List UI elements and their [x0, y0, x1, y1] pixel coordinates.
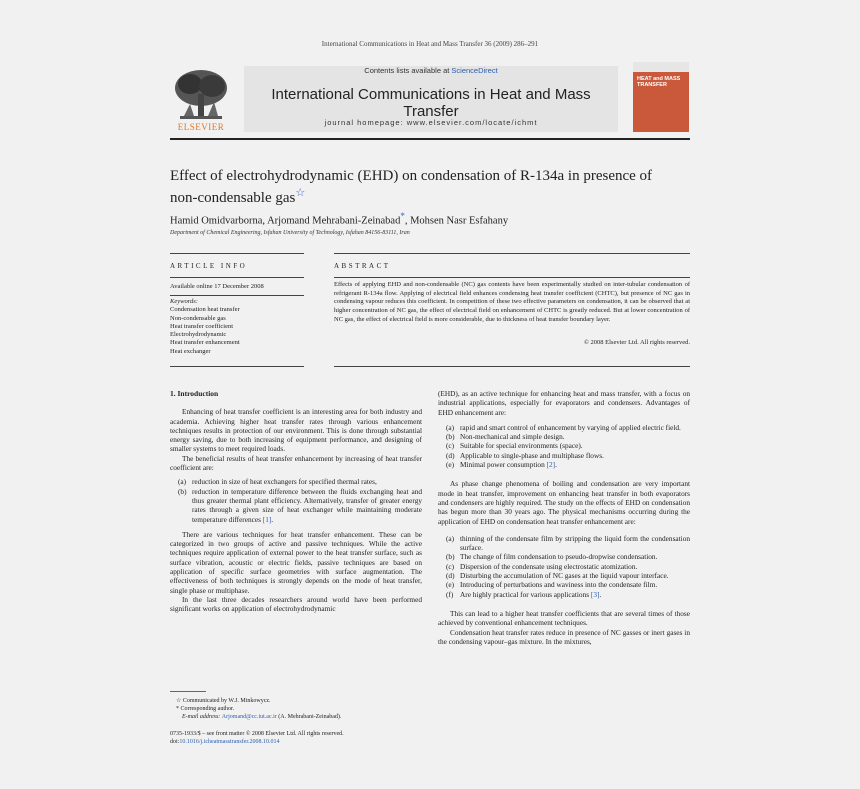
article-info-top-rule — [170, 253, 304, 254]
right-paragraph-4: Condensation heat transfer rates reduce in presence of NC gasses or inert gases in the condensing vapour–gas mixture. In the mixtures, — [438, 627, 690, 646]
right-column — [438, 389, 690, 646]
abstract-rule — [334, 277, 690, 278]
list-label: (b) — [446, 432, 455, 442]
list-label: (c) — [446, 441, 455, 451]
list-label: (a) — [178, 477, 187, 487]
list-text: Suitable for special environments (space). — [460, 441, 583, 451]
doi-label: doi: — [170, 739, 180, 745]
running-head: International Communications in Heat and Mass Transfer 36 (2009) 286–291 — [321, 40, 539, 48]
intro-paragraph-4: In the last three decades researchers around world have been performed significant works on application of electrohydrodynamic — [170, 594, 422, 614]
journal-cover-image — [633, 62, 689, 132]
footnote-rule — [170, 691, 206, 692]
intro-paragraph-1: Enhancing of heat transfer coefficient is an interesting area for both industry and academia. Achieving higher heat transfer rates through various enhancement techniques results in protection of our environment. This is done through substantial energy saving, due to both increasing of equipment performance, and designing of smaller systems to meet required loads. — [170, 407, 422, 454]
list-text: reduction in temperature difference between the fluids exchanging heat and thus greater thermal plant efficiency. Alternatively, transfer of greater energy rates through a given size of heat exchanger while maintaining moderate temperature differences — [192, 486, 422, 524]
masthead-rule — [170, 138, 690, 140]
list-label: (e) — [446, 460, 455, 470]
ehd-mechanisms-list — [438, 534, 690, 599]
list-text: reduction in size of heat exchangers for specified thermal rates, — [192, 477, 377, 487]
list-item — [170, 487, 422, 524]
doi-link[interactable]: 10.1016/j.icheatmasstransfer.2008.10.014 — [179, 739, 280, 745]
keyword-item: Non-condensable gas — [170, 314, 226, 322]
list-tail: . — [599, 589, 602, 599]
list-label: (b) — [446, 552, 455, 562]
authors-main: Hamid Omidvarborna, Arjomand Mehrabani-Zeinabad — [170, 215, 401, 227]
sciencedirect-link[interactable]: ScienceDirect — [451, 66, 498, 75]
list-text: Disturbing the accumulation of NC gases at the liquid vapour interface. — [460, 571, 669, 581]
intro-paragraph-2: The beneficial results of heat transfer enhancement by increasing of heat transfer coefficient are: — [170, 453, 422, 473]
reference-link[interactable]: [2] — [546, 460, 556, 470]
list-text: Dispersion of the condensate using electrostatic atomization. — [460, 561, 638, 571]
abstract-heading: ABSTRACT — [334, 262, 391, 270]
list-text: Minimal power consumption — [460, 460, 547, 470]
keyword-item: Electrohydrodynamic — [170, 331, 227, 339]
list-text: rapid and smart control of enhancement by varying of applied electric field. — [460, 422, 681, 432]
author-last: , Mohsen Nasr Esfahany — [404, 215, 509, 227]
list-label: (c) — [446, 561, 455, 571]
right-paragraph-1: (EHD), as an active technique for enhancing heat and mass transfer, with a focus on industrial applications, especially for evaporators and condensers. Advantages of EHD enhancement are: — [438, 389, 690, 417]
journal-title: International Communications in Heat and Mass Transfer — [271, 86, 591, 120]
footnote-email — [170, 713, 422, 721]
list-item — [438, 441, 690, 450]
right-paragraph-3: This can lead to a higher heat transfer coefficients that are several times of those achieved by conventional enhancement techniques. — [438, 608, 690, 628]
title-line-2: non-condensable gas — [170, 190, 296, 206]
list-item — [170, 477, 422, 486]
ehd-advantages-list — [438, 423, 690, 469]
info-bottom-rule — [170, 366, 304, 367]
list-label: (d) — [446, 450, 455, 460]
title-footnote-star-icon[interactable]: ☆ — [295, 187, 306, 199]
list-label: (e) — [446, 580, 455, 590]
intro-paragraph-3: There are various techniques for heat transfer enhancement. These can be categorized in two groups of active and passive techniques. While the active techniques require application of external power to the heat transfer surface, such as surface vibration, acoustic or electric fields, passive techniques are based on application of specific surface geometries with surface augmentation. The effectiveness of both techniques is strongly depends on the mode of heat transfer, single phase or multiphase. — [170, 529, 422, 595]
doi-line — [170, 738, 422, 746]
reference-link[interactable]: [1] — [262, 514, 272, 524]
article-info-heading: ARTICLE INFO — [170, 262, 248, 270]
title-line-1: Effect of electrohydrodynamic (EHD) on condensation of R-134a in presence of — [170, 168, 653, 184]
list-item — [438, 580, 690, 589]
journal-cover-band — [633, 62, 689, 72]
list-text: Non-mechanical and simple design. — [460, 432, 565, 442]
abstract-copyright: © 2008 Elsevier Ltd. All rights reserved. — [583, 339, 690, 346]
reference-link[interactable]: [3] — [590, 589, 600, 599]
contents-prefix: Contents lists available at — [364, 66, 452, 75]
article-info-rule — [170, 277, 304, 278]
list-item — [438, 460, 690, 469]
email-label: E-mail address: — [182, 714, 222, 720]
list-item — [438, 552, 690, 561]
abstract-top-rule — [334, 253, 690, 254]
list-tail: . — [271, 514, 274, 524]
keywords-block — [170, 298, 304, 356]
author-list — [170, 211, 690, 227]
list-text: The change of film condensation to pseudo-dropwise condensation. — [460, 552, 658, 562]
list-item — [438, 590, 690, 599]
right-paragraph-2: As phase change phenomena of boiling and condensation are very important mode in heat transfer, improvement on enhancing heat transfer in both evaporators and condensers are highly required. The study on the effects of EHD on condensation has begun more than 30 years ago. The physical mechanisms occurring during the application of EHD on condensation heat transfer enhancement are: — [438, 479, 690, 526]
list-text: Introducing of perturbations and waviness into the condensate film. — [460, 580, 658, 590]
list-label: (a) — [446, 533, 455, 543]
article-title — [170, 168, 690, 207]
issn-line: 0735-1933/$ – see front matter © 2008 Elsevier Ltd. All rights reserved. — [170, 731, 344, 737]
footnote-corresponding: * Corresponding author. — [176, 706, 235, 712]
abstract-bottom-rule — [334, 366, 690, 367]
list-item — [438, 451, 690, 460]
list-text: Are highly practical for various applications — [460, 589, 591, 599]
list-item — [438, 534, 690, 553]
list-item — [438, 571, 690, 580]
available-online: Available online 17 December 2008 — [170, 283, 264, 290]
affiliation: Department of Chemical Engineering, Isfahan University of Technology, Isfahan 84156-83111, Iran — [170, 230, 410, 236]
list-label: (f) — [446, 589, 454, 599]
keyword-item: Condensation heat transfer — [170, 306, 240, 314]
list-item — [438, 562, 690, 571]
list-text: Applicable to single-phase and multiphase flows. — [460, 450, 604, 460]
list-item — [438, 423, 690, 432]
list-label: (a) — [446, 422, 455, 432]
list-label: (d) — [446, 571, 455, 581]
keyword-item: Heat transfer coefficient — [170, 322, 234, 330]
email-link[interactable]: Arjomand@cc.iut.ac.ir — [221, 714, 277, 720]
list-text: thinning of the condensate film by stripping the liquid form the condensation surface. — [460, 533, 690, 553]
keywords-label: Keywords: — [170, 298, 198, 305]
publisher-name: ELSEVIER — [177, 122, 225, 132]
list-tail: . — [555, 460, 557, 470]
keywords-rule — [170, 295, 304, 296]
benefits-list — [170, 477, 422, 523]
journal-homepage[interactable]: journal homepage: www.elsevier.com/locate/ichmt — [324, 118, 538, 127]
contents-line — [244, 66, 618, 75]
footnotes — [170, 697, 422, 746]
keyword-item: Heat exchanger — [170, 347, 211, 355]
list-item — [438, 432, 690, 441]
left-column — [170, 389, 422, 614]
journal-cover-title: HEAT and MASS TRANSFER — [637, 76, 681, 88]
email-tail: (A. Mehrabani-Zeinabad). — [276, 714, 342, 720]
keyword-item: Heat transfer enhancement — [170, 339, 240, 347]
footnote-communicated: ☆ Communicated by W.J. Minkowycz. — [176, 698, 271, 704]
section-heading-introduction: 1. Introduction — [170, 389, 219, 398]
abstract-text: Effects of applying EHD and non-condensable (NC) gas contents have been experimentally studied on inter-tubular condensation of refrigerant R-134a flow. Applying of electrical field enhances condensing heat transfer coefficient (CHTC), but presence of NC gas in condensing vapour reduces this coefficient. In competition of these two effective parameters on condensation, it can be observed that at higher concentration of NC gas, the effect of electrical field on enhancement of CHTC is greatly reduced. But at lower concentration of NC gas, the effect of electrical field is more considerable, due to thickness of heat transfer boundary layer. — [334, 281, 690, 323]
corresponding-author-star[interactable]: * — [400, 211, 405, 221]
list-label: (b) — [178, 486, 187, 496]
